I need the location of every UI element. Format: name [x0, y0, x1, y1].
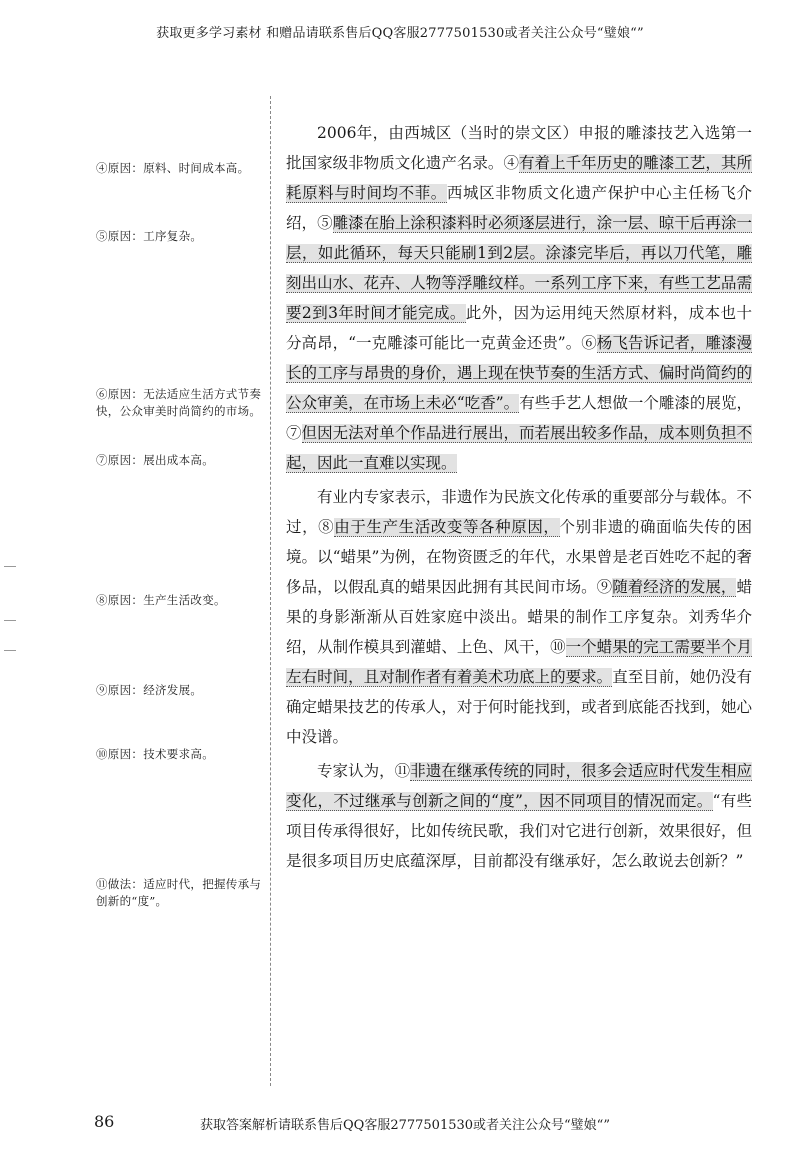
text-segment: 西城区非物质文化遗产保护中心主任杨飞介绍，⑤	[286, 184, 752, 232]
page-number: 86	[94, 1112, 115, 1131]
margin-note: ⑦原因：展出成本高。	[96, 453, 214, 467]
margin-mark	[4, 650, 16, 651]
paragraph	[286, 118, 752, 478]
margin-mark	[4, 566, 16, 567]
text-segment: 此外，因为运用纯天然原材料，成本也十分高昂，“一克雕漆可能比一克黄金还贵”。⑥	[286, 304, 752, 352]
text-segment: 个别非遗的确面临失传的困境。以“蜡果”为例，在物资匮乏的年代，水果曾是老百姓吃不起的奢侈品，以假乱真的蜡果因此拥有其民间市场。⑨	[286, 518, 752, 596]
text-segment: 有些手艺人想做一个雕漆的展览，⑦	[286, 394, 752, 442]
paragraph	[286, 756, 752, 876]
margin-note: ④原因：原料、时间成本高。	[96, 161, 250, 175]
highlighted-text: 杨飞告诉记者，雕漆漫长的工序与昂贵的身价，遇上现在快节奏的生活方式、偏时尚简约的公众审美，在市场上未必“吃香”。	[286, 334, 752, 412]
highlighted-text: 雕漆在胎上涂积漆料时必须逐层进行，涂一层、晾干后再涂一层，如此循环，每天只能刷1到2层。涂漆完毕后，再以刀代笔，雕刻出山水、花卉、人物等浮雕纹样。一系列工序下来，有些工艺品需要2到3年时间才能完成。	[286, 214, 752, 322]
page-header: 获取更多学习素材 和赠品请联系售后QQ客服2777501530或者关注公众号“璧娘“”	[156, 26, 644, 41]
highlighted-text: 非遗在继承传统的同时，很多会适应时代发生相应变化，不过继承与创新之间的“度”，因不同项目的情况而定。	[286, 762, 752, 810]
margin-note: ⑩原因：技术要求高。	[96, 747, 214, 761]
highlighted-text: 有着上千年历史的雕漆工艺，其所耗原料与时间均不菲。	[286, 154, 752, 202]
margin-mark	[4, 620, 16, 621]
highlighted-text: 一个蜡果的完工需要半个月左右时间，且对制作者有着美术功底上的要求。	[286, 638, 752, 686]
margin-note: ⑧原因：生产生活改变。	[96, 593, 226, 607]
text-segment: 蜡果的身影渐渐从百姓家庭中淡出。蜡果的制作工序复杂。刘秀华介绍，从制作模具到灌蜡、上色、风干，⑩	[286, 578, 752, 656]
article-body	[286, 118, 752, 876]
margin-note: ⑤原因：工序复杂。	[96, 229, 203, 243]
paragraph	[286, 482, 752, 752]
column-divider	[270, 96, 271, 1086]
footer-text: 获取答案解析请联系售后QQ客服2777501530或者关注公众号“璧娘“”	[200, 1118, 610, 1133]
text-segment: 有业内专家表示，非遗作为民族文化传承的重要部分与载体。不过，⑧	[286, 488, 752, 536]
text-segment: 直至目前，她仍没有确定蜡果技艺的传承人，对于何时能找到，或者到底能否找到，她心中没谱。	[286, 668, 752, 746]
margin-note: ⑨原因：经济发展。	[96, 683, 203, 697]
highlighted-text: 由于生产生活改变等各种原因，	[334, 518, 560, 536]
text-segment: 2006年，由西城区（当时的崇文区）申报的雕漆技艺入选第一批国家级非物质文化遗产名录。④	[286, 124, 752, 172]
text-segment: “有些项目传承得很好，比如传统民歌，我们对它进行创新，效果很好，但是很多项目历史底蕴深厚，目前都没有继承好，怎么敢说去创新？”	[286, 792, 752, 870]
text-segment: 专家认为，⑪	[317, 762, 411, 780]
highlighted-text: 但因无法对单个作品进行展出，而若展出较多作品，成本则负担不起，因此一直难以实现。	[286, 424, 752, 472]
highlighted-text: 随着经济的发展，	[612, 578, 737, 596]
margin-note: ⑪做法：适应时代，把握传承与创新的“度”。	[96, 877, 262, 908]
margin-note: ⑥原因：无法适应生活方式节奏快，公众审美时尚简约的市场。	[96, 387, 262, 418]
